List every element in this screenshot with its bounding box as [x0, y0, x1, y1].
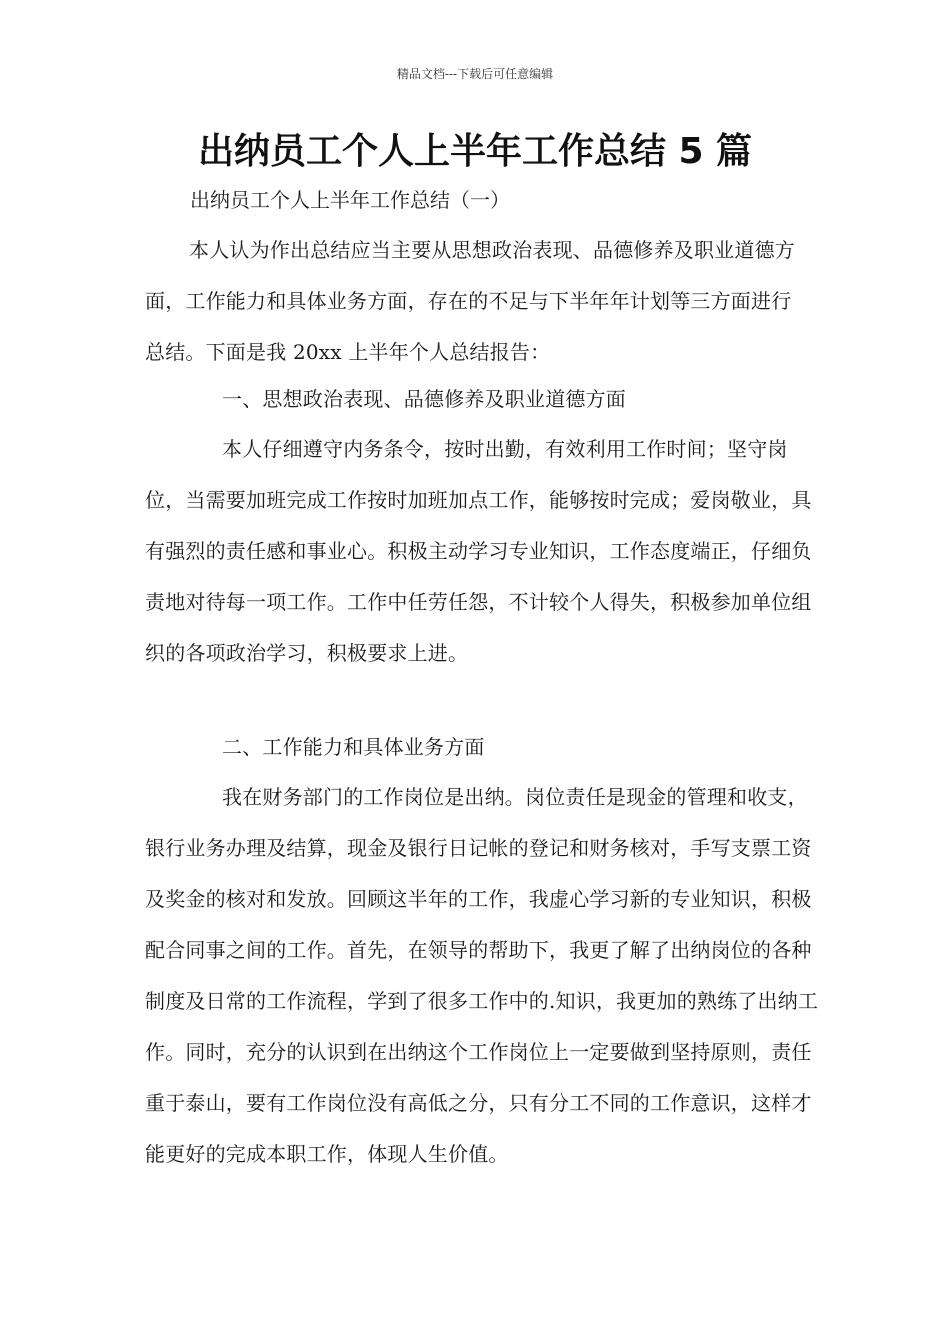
- section-two-heading: 二、工作能力和具体业务方面: [222, 735, 485, 759]
- section-two-paragraph: 我在财务部门的工作岗位是出纳。岗位责任是现金的管理和收支，银行业务办理及结算，现金及银行日记帐的登记和财务核对，手写支票工资及奖金的核对和发放。回顾这半年的工作，我虚心学习新的专业知识，积极配合同事之间的工作。首先，在领导的帮助下，我更了解了出纳岗位的各种制度及日常的工作流程，学到了很多工作中的.知识，我更加的熟练了出纳工作。同时，充分的认识到在出纳这个工作岗位上一定要做到坚持原则，责任重于泰山，要有工作岗位没有高低之分，只有分工不同的工作意识，这样才能更好的完成本职工作，体现人生价值。: [145, 785, 819, 1166]
- intro-paragraph: 本人认为作出总结应当主要从思想政治表现、品德修养及职业道德方面，工作能力和具体业务方面，存在的不足与下半年年计划等三方面进行总结。下面是我 20xx 上半年个人总结报告：: [145, 238, 795, 364]
- document-subtitle: 出纳员工个人上半年工作总结（一）: [190, 188, 510, 212]
- section-one-paragraph: 本人仔细遵守内务条令，按时出勤，有效利用工作时间；坚守岗位，当需要加班完成工作按时加班加点工作，能够按时完成；爱岗敬业，具有强烈的责任感和事业心。积极主动学习专业知识，工作态度端正，仔细负责地对待每一项工作。工作中任劳任怨，不计较个人得失，积极参加单位组织的各项政治学习，积极要求上进。: [145, 437, 812, 665]
- page-header: 精品文档---下载后可任意编辑: [396, 67, 554, 81]
- document-title: 出纳员工个人上半年工作总结 5 篇: [197, 131, 753, 172]
- section-one-heading: 一、思想政治表现、品德修养及职业道德方面: [222, 387, 626, 411]
